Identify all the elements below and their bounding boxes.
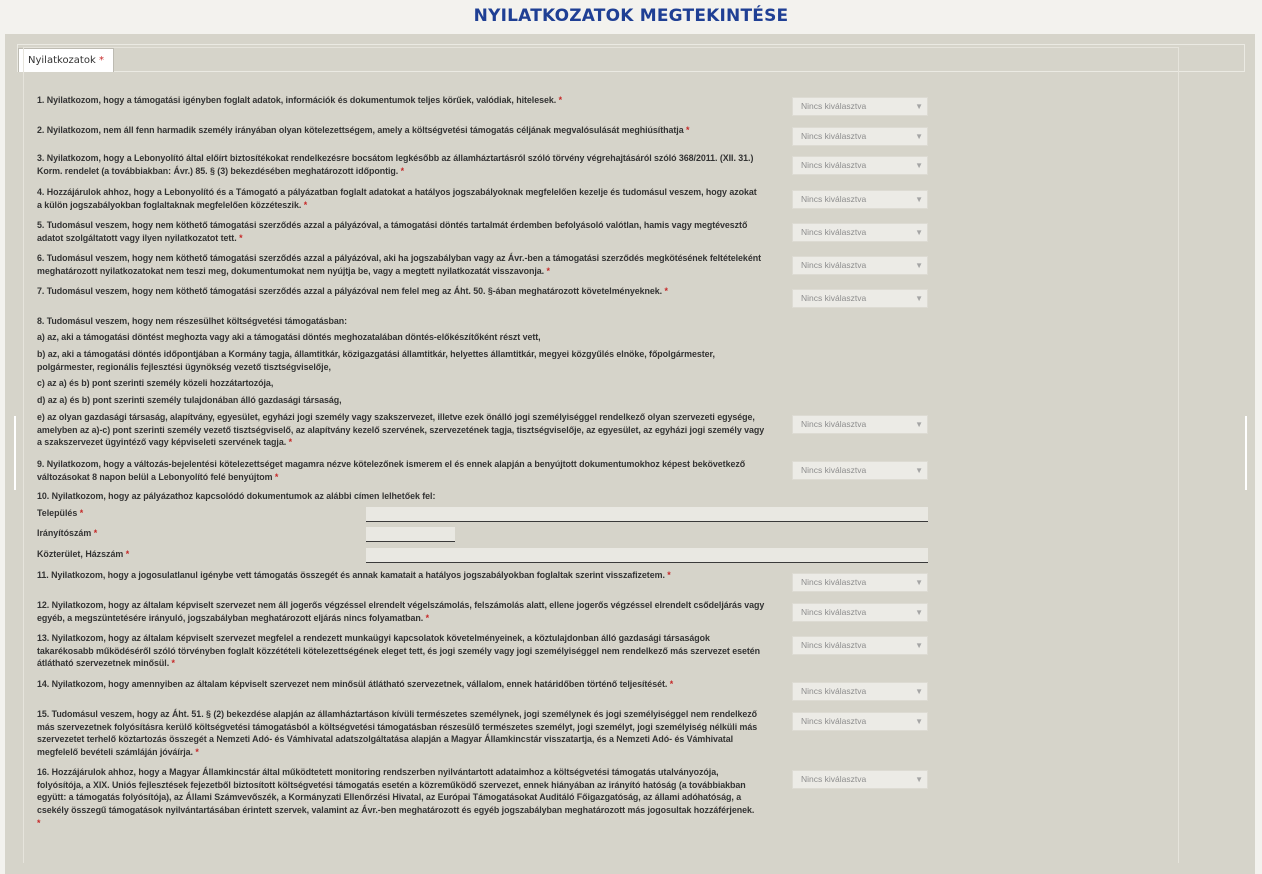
statement-6-select[interactable]: Nincs kiválasztva ▼ — [792, 256, 928, 275]
statement-11: 11. Nyilatkozom, hogy a jogosulatlanul igénybe vett támogatás összegét és annak kamatait a hatályos jogszabályokban foglaltak szerint visszafizetem. * — [37, 570, 671, 580]
chevron-down-icon: ▼ — [915, 687, 923, 696]
statement-10-intro: 10. Nyilatkozom, hogy az pályázathoz kapcsolódó dokumentumok az alábbi címen lelhetőek fel: — [37, 491, 436, 501]
statement-8-b: b) az, aki a támogatási döntés időpontjában a Kormány tagja, államtitkár, közigazgatási államtitkár, helyettes államtitkár, megyei közgyűlés elnöke, főpolgármester, polgármester, regionális fejlesztési ügynökség vezető tisztségviselője, — [37, 349, 715, 372]
chevron-down-icon: ▼ — [915, 420, 923, 429]
statement-7-select[interactable]: Nincs kiválasztva ▼ — [792, 289, 928, 308]
chevron-down-icon: ▼ — [915, 466, 923, 475]
scroll-edge-left — [14, 416, 16, 490]
kozterulet-label: Közterület, Házszám * — [37, 549, 130, 559]
telepules-input[interactable] — [366, 507, 928, 522]
chevron-down-icon: ▼ — [915, 102, 923, 111]
iranyitoszam-input[interactable] — [366, 527, 455, 542]
statement-2-select[interactable]: Nincs kiválasztva ▼ — [792, 127, 928, 146]
chevron-down-icon: ▼ — [915, 717, 923, 726]
statement-6: 6. Tudomásul veszem, hogy nem köthető támogatási szerződés azzal a pályázóval, aki ha jogszabályban vagy az Ávr.-ben a támogatási szerződés megkötésének feltételeként meghatározott nyilatkozatokat nem teszi meg, dokumentumokat nem nyújtja be, vagy a megtett nyilatkozatát visszavonja. * — [37, 253, 761, 276]
statement-14: 14. Nyilatkozom, hogy amennyiben az általam képviselt szervezet nem minősül átlátható szervezetnek, vállalom, ennek határidőben történő teljesítését. * — [37, 679, 674, 689]
tab-label: Nyilatkozatok — [28, 55, 96, 66]
statement-9: 9. Nyilatkozom, hogy a változás-bejelentési kötelezettséget magamra nézve kötelezőnek ismerem el és ennek alapján a benyújtott dokumentumokhoz képest bekövetkező változásokat 8 napon belül a Lebonyolító felé benyújtom * — [37, 459, 746, 482]
statement-15-select[interactable]: Nincs kiválasztva ▼ — [792, 712, 928, 731]
statement-1: 1. Nyilatkozom, hogy a támogatási igényben foglalt adatok, információk és dokumentumok teljes körűek, valódiak, hitelesek. * — [37, 95, 562, 105]
chevron-down-icon: ▼ — [915, 578, 923, 587]
statement-12-select[interactable]: Nincs kiválasztva ▼ — [792, 603, 928, 622]
chevron-down-icon: ▼ — [915, 775, 923, 784]
statement-13: 13. Nyilatkozom, hogy az általam képviselt szervezet megfelel a rendezett munkaügyi kapcsolatok követelményeinek, a köztulajdonban álló gazdasági társaságok takarékosabb működéséről szóló törvényben foglalt közzétételi kötelezettségének eleget tett, és jogi személy vagy jogi személyiséggel nem rendelkező más szervezet esetén átlátható szervezetnek minősül. * — [37, 633, 761, 669]
statement-1-select[interactable]: Nincs kiválasztva ▼ — [792, 97, 928, 116]
statement-2: 2. Nyilatkozom, nem áll fenn harmadik személy irányában olyan kötelezettségem, amely a költségvetési támogatás céljának megvalósulását meghiúsíthatja * — [37, 125, 690, 135]
telepules-field[interactable] — [366, 512, 934, 526]
statement-16-select[interactable]: Nincs kiválasztva ▼ — [792, 770, 928, 789]
statement-7: 7. Tudomásul veszem, hogy nem köthető támogatási szerződés azzal a pályázóval nem felel meg az Áht. 50. §-ában meghatározott követelményeknek. * — [37, 286, 668, 296]
statement-11-select[interactable]: Nincs kiválasztva ▼ — [792, 573, 928, 592]
chevron-down-icon: ▼ — [915, 261, 923, 270]
chevron-down-icon: ▼ — [915, 161, 923, 170]
statement-8-intro: 8. Tudomásul veszem, hogy nem részesülhet költségvetési támogatásban: — [37, 316, 348, 326]
statement-13-select[interactable]: Nincs kiválasztva ▼ — [792, 636, 928, 655]
statement-8-select[interactable]: Nincs kiválasztva ▼ — [792, 415, 928, 434]
statement-14-select[interactable]: Nincs kiválasztva ▼ — [792, 682, 928, 701]
statement-16: 16. Hozzájárulok ahhoz, hogy a Magyar Államkincstár által működtetett monitoring rendszerben nyilvántartott adataimhoz a költségvetési támogatás utalványozója, folyósítója, a XIX. Uniós fejlesztések fejezetből biztosított költségvetési támogatás esetén a közreműködő szervezet, ennek hiányában az irányító hatóság (a továbbiakban együtt: a támogatás folyósítója), az Állami Számvevőszék, a Kormányzati Ellenőrzési Hivatal, az Európai Támogatásokat Auditáló Főigazgatóság, az állami adóhatóság, a csekély összegű támogatások nyilvántartásában érintett szervek, valamint az Ávr.-ben meghatározott és egyéb jogszabályban meghatározott más jogosultak hozzáférjenek. * — [37, 767, 755, 828]
chevron-down-icon: ▼ — [915, 195, 923, 204]
statement-4: 4. Hozzájárulok ahhoz, hogy a Lebonyolító és a Támogató a pályázatban foglalt adatokat a hatályos jogszabályoknak megfelelően kezelje és tudomásul veszem, hogy azokat a külön jogszabályokban foglaltaknak megfelelően közzéteszik. * — [37, 187, 757, 210]
statement-3: 3. Nyilatkozom, hogy a Lebonyolító által előírt biztosítékokat rendelkezésre bocsátom legkésőbb az államháztartásról szóló törvény végrehajtásáról szóló 368/2011. (XII. 31.) Korm. rendelet (a továbbiakban: Ávr.) 85. § (3) bekezdésében meghatározott időpontig. * — [37, 153, 754, 176]
statement-8-c: c) az a) és b) pont szerinti személy közeli hozzátartozója, — [37, 378, 274, 388]
statement-9-select[interactable]: Nincs kiválasztva ▼ — [792, 461, 928, 480]
kozterulet-input[interactable] — [366, 548, 928, 563]
statement-3-select[interactable]: Nincs kiválasztva ▼ — [792, 156, 928, 175]
kozterulet-field[interactable] — [366, 553, 934, 567]
statement-5: 5. Tudomásul veszem, hogy nem köthető támogatási szerződés azzal a pályázóval, a támogatási döntés tartalmát érdemben befolyásoló valótlan, hamis vagy megtévesztő adatot szolgáltatott vagy ilyen nyilatkozatot tett. * — [37, 220, 748, 243]
scroll-edge-right — [1245, 416, 1247, 490]
iranyitoszam-field[interactable] — [366, 532, 461, 546]
tab-modified-marker: * — [98, 55, 104, 66]
chevron-down-icon: ▼ — [915, 641, 923, 650]
statement-8-a: a) az, aki a támogatási döntést meghozta vagy aki a támogatási döntés meghozatalában döntés-előkészítőként részt vett, — [37, 332, 541, 342]
statement-4-select[interactable]: Nincs kiválasztva ▼ — [792, 190, 928, 209]
telepules-label: Település * — [37, 508, 84, 518]
statement-5-select[interactable]: Nincs kiválasztva ▼ — [792, 223, 928, 242]
chevron-down-icon: ▼ — [915, 228, 923, 237]
chevron-down-icon: ▼ — [915, 132, 923, 141]
statement-15: 15. Tudomásul veszem, hogy az Áht. 51. § (2) bekezdése alapján az államháztartáson kívüli természetes személynek, jogi személynek és jogi személyiséggel nem rendelkező más szervezetnek folyósításra kerülő költségvetési támogatásból a költségvetési támogatásban részesülő természetes személyt, jogi személyt, jogi személyiség nélküli más szervezetet terhelő köztartozás összegét a Nemzeti Adó- és Vámhivatal adatszolgáltatása alapján a Magyar Államkincstár visszatartja, és a Nemzeti Adó- és Vámhivatal megfelelő bevételi számláján jóváírja. * — [37, 709, 758, 758]
statement-8-e: e) az olyan gazdasági társaság, alapítvány, egyesület, egyházi jogi személy vagy szakszervezet, illetve ezek önálló jogi személyiséggel rendelkező olyan szervezeti egysége, amelyben az a)-c) pont szerinti személy vezető tisztségviselő, az alapítvány kezelő szervének, szervezetének tagja, tisztségviselője, az egyesület, az egyházi jogi személy vagy a szakszervezet ügyintéző vagy képviseleti szervének tagja. * — [37, 412, 765, 448]
iranyitoszam-label: Irányítószám * — [37, 528, 98, 538]
statement-8-d: d) az a) és b) pont szerinti személy tulajdonában álló gazdasági társaság, — [37, 395, 342, 405]
page-title: NYILATKOZATOK MEGTEKINTÉSE — [473, 6, 789, 26]
chevron-down-icon: ▼ — [915, 294, 923, 303]
chevron-down-icon: ▼ — [915, 608, 923, 617]
statement-12: 12. Nyilatkozom, hogy az általam képviselt szervezet nem áll jogerős végzéssel elrendelt végelszámolás, felszámolás alatt, ellene jogerős végzéssel elrendelt csődeljárás vagy egyéb, a megszüntetésére irányuló, jogszabályban meghatározott eljárás nincs folyamatban. * — [37, 600, 765, 623]
